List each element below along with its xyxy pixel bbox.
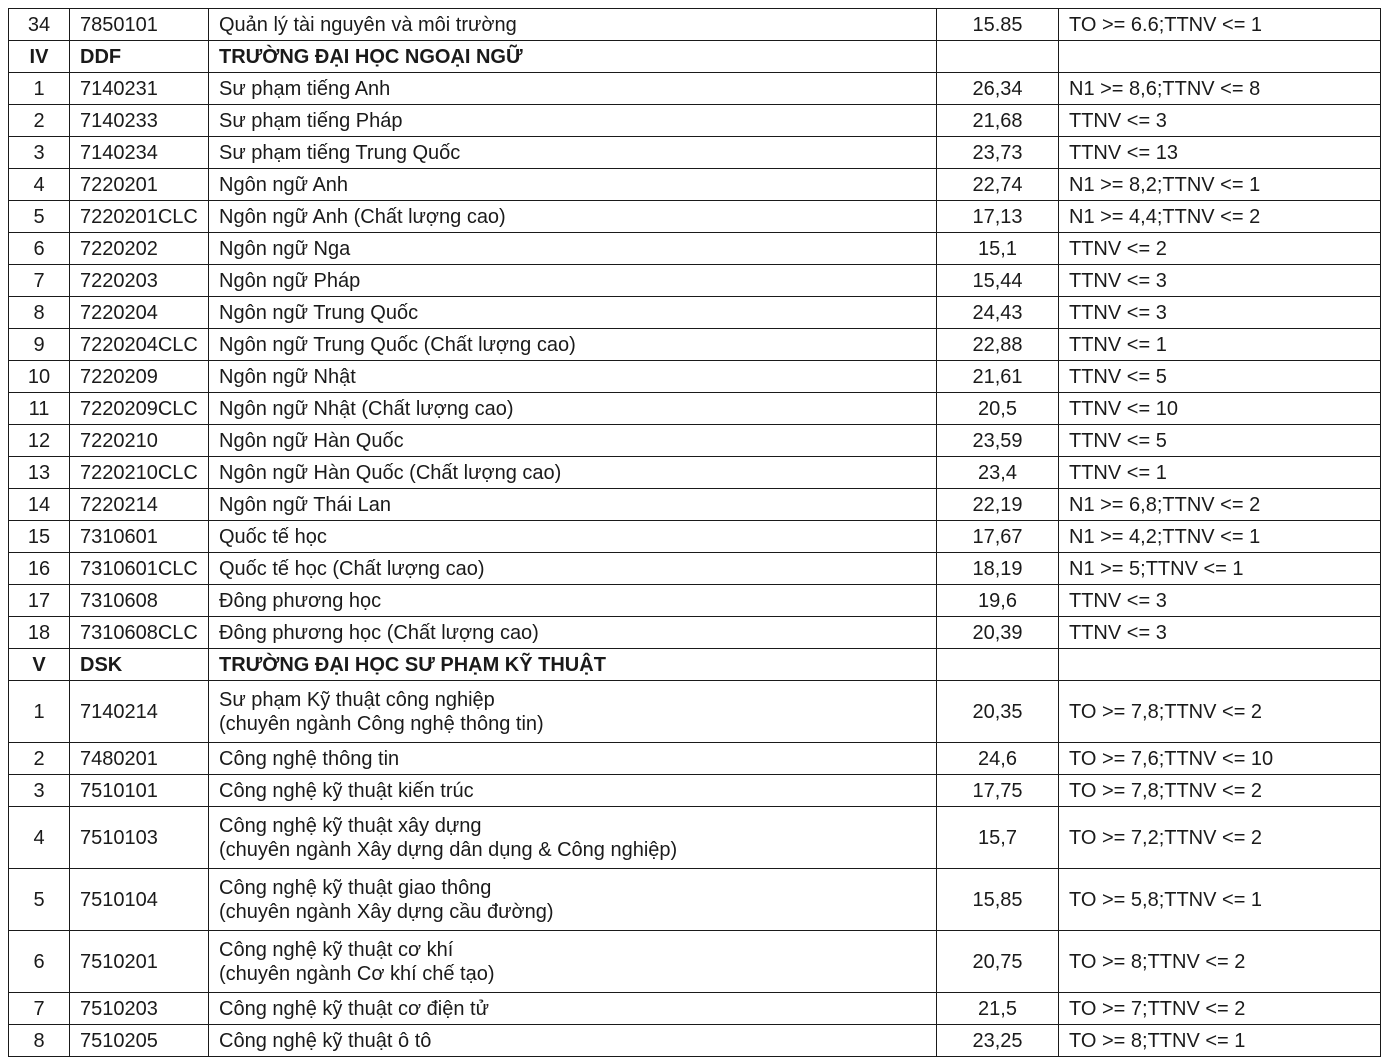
- program-name-line: Công nghệ kỹ thuật cơ điện tử: [219, 997, 489, 1020]
- program-code-cell: 7220204: [70, 297, 209, 329]
- cutoff-score-cell: 15,7: [937, 807, 1059, 869]
- table-row: [9, 553, 1381, 585]
- row-number-cell: 5: [9, 869, 70, 931]
- program-name-cell: [209, 393, 937, 425]
- program-name-line: (chuyên ngành Xây dựng dân dụng & Công nghiệp): [219, 838, 678, 861]
- admission-score-table: [8, 8, 1381, 1057]
- row-number-cell: 12: [9, 425, 70, 457]
- cutoff-score-cell: 20,35: [937, 681, 1059, 743]
- table-row: [9, 329, 1381, 361]
- tiebreak-condition-cell: TO >= 8;TTNV <= 1: [1059, 1025, 1381, 1057]
- program-name-cell: [209, 521, 937, 553]
- program-name-line: Sư phạm tiếng Pháp: [219, 109, 403, 132]
- program-code-cell: 7140233: [70, 105, 209, 137]
- tiebreak-condition-cell: [1059, 41, 1381, 73]
- tiebreak-condition-cell: TO >= 7;TTNV <= 2: [1059, 993, 1381, 1025]
- table-row: [9, 1025, 1381, 1057]
- cutoff-score-cell: 18,19: [937, 553, 1059, 585]
- row-number-cell: 1: [9, 73, 70, 105]
- tiebreak-condition-cell: TO >= 5,8;TTNV <= 1: [1059, 869, 1381, 931]
- cutoff-score-cell: 22,74: [937, 169, 1059, 201]
- row-number-cell: V: [9, 649, 70, 681]
- row-number-cell: 4: [9, 169, 70, 201]
- program-name-cell: [209, 869, 937, 931]
- row-number-cell: 5: [9, 201, 70, 233]
- cutoff-score-cell: 15,44: [937, 265, 1059, 297]
- row-number-cell: IV: [9, 41, 70, 73]
- program-name-cell: [209, 649, 937, 681]
- cutoff-score-cell: 24,43: [937, 297, 1059, 329]
- program-code-cell: 7220210CLC: [70, 457, 209, 489]
- table-row: [9, 233, 1381, 265]
- row-number-cell: 9: [9, 329, 70, 361]
- program-name-cell: [209, 329, 937, 361]
- cutoff-score-cell: 21,61: [937, 361, 1059, 393]
- cutoff-score-cell: 23,59: [937, 425, 1059, 457]
- program-name-line: Ngôn ngữ Nga: [219, 237, 351, 260]
- program-name-cell: [209, 1025, 937, 1057]
- row-number-cell: 2: [9, 743, 70, 775]
- row-number-cell: 13: [9, 457, 70, 489]
- program-name-line: TRƯỜNG ĐẠI HỌC SƯ PHẠM KỸ THUẬT: [219, 653, 606, 676]
- program-name-line: Công nghệ kỹ thuật ô tô: [219, 1029, 432, 1052]
- cutoff-score-cell: 15,85: [937, 869, 1059, 931]
- tiebreak-condition-cell: TO >= 7,6;TTNV <= 10: [1059, 743, 1381, 775]
- program-name-line: (chuyên ngành Công nghệ thông tin): [219, 712, 544, 735]
- row-number-cell: 7: [9, 265, 70, 297]
- table-row: [9, 169, 1381, 201]
- program-name-line: (chuyên ngành Cơ khí chế tạo): [219, 962, 495, 985]
- cutoff-score-cell: 20,5: [937, 393, 1059, 425]
- program-name-cell: [209, 201, 937, 233]
- program-name-line: Sư phạm tiếng Anh: [219, 77, 391, 100]
- table-row: [9, 425, 1381, 457]
- row-number-cell: 14: [9, 489, 70, 521]
- program-name-line: Quốc tế học (Chất lượng cao): [219, 557, 485, 580]
- program-name-cell: [209, 617, 937, 649]
- program-code-cell: 7310608: [70, 585, 209, 617]
- program-name-cell: [209, 361, 937, 393]
- row-number-cell: 34: [9, 9, 70, 41]
- program-code-cell: 7220209: [70, 361, 209, 393]
- tiebreak-condition-cell: N1 >= 4,4;TTNV <= 2: [1059, 201, 1381, 233]
- program-code-cell: 7220204CLC: [70, 329, 209, 361]
- program-code-cell: 7220209CLC: [70, 393, 209, 425]
- table-row: [9, 743, 1381, 775]
- program-name-cell: [209, 489, 937, 521]
- program-name-line: Đông phương học: [219, 589, 382, 612]
- tiebreak-condition-cell: TO >= 7,2;TTNV <= 2: [1059, 807, 1381, 869]
- program-name-line: Quản lý tài nguyên và môi trường: [219, 13, 517, 36]
- cutoff-score-cell: 15,1: [937, 233, 1059, 265]
- table-row: [9, 993, 1381, 1025]
- cutoff-score-cell: 20,75: [937, 931, 1059, 993]
- row-number-cell: 10: [9, 361, 70, 393]
- program-name-line: Ngôn ngữ Hàn Quốc (Chất lượng cao): [219, 461, 562, 484]
- program-name-cell: [209, 233, 937, 265]
- program-name-cell: [209, 931, 937, 993]
- program-code-cell: 7220203: [70, 265, 209, 297]
- program-name-cell: [209, 775, 937, 807]
- row-number-cell: 8: [9, 1025, 70, 1057]
- program-name-cell: [209, 137, 937, 169]
- program-name-line: Ngôn ngữ Anh: [219, 173, 349, 196]
- program-code-cell: 7480201: [70, 743, 209, 775]
- program-code-cell: 7140214: [70, 681, 209, 743]
- cutoff-score-cell: 17,13: [937, 201, 1059, 233]
- table-row: [9, 807, 1381, 869]
- row-number-cell: 15: [9, 521, 70, 553]
- cutoff-score-cell: 26,34: [937, 73, 1059, 105]
- row-number-cell: 2: [9, 105, 70, 137]
- table-row: [9, 521, 1381, 553]
- table-row: [9, 297, 1381, 329]
- program-name-cell: [209, 105, 937, 137]
- tiebreak-condition-cell: TTNV <= 3: [1059, 265, 1381, 297]
- program-name-cell: [209, 73, 937, 105]
- table-row: [9, 681, 1381, 743]
- cutoff-score-cell: 21,68: [937, 105, 1059, 137]
- program-name-cell: [209, 807, 937, 869]
- program-code-cell: 7510104: [70, 869, 209, 931]
- table-row: [9, 585, 1381, 617]
- program-code-cell: 7140234: [70, 137, 209, 169]
- program-name-line: Công nghệ kỹ thuật xây dựng: [219, 814, 482, 837]
- program-code-cell: 7510203: [70, 993, 209, 1025]
- program-code-cell: 7310601CLC: [70, 553, 209, 585]
- program-name-cell: [209, 265, 937, 297]
- row-number-cell: 6: [9, 233, 70, 265]
- table-row: [9, 9, 1381, 41]
- cutoff-score-cell: 23,73: [937, 137, 1059, 169]
- tiebreak-condition-cell: N1 >= 8,2;TTNV <= 1: [1059, 169, 1381, 201]
- program-name-line: Ngôn ngữ Nhật: [219, 365, 356, 388]
- program-code-cell: 7140231: [70, 73, 209, 105]
- table-row: [9, 393, 1381, 425]
- program-name-line: Ngôn ngữ Nhật (Chất lượng cao): [219, 397, 514, 420]
- program-name-line: Ngôn ngữ Anh (Chất lượng cao): [219, 205, 506, 228]
- table-row: [9, 775, 1381, 807]
- program-code-cell: DSK: [70, 649, 209, 681]
- tiebreak-condition-cell: TTNV <= 3: [1059, 105, 1381, 137]
- table-body: [9, 9, 1381, 1057]
- program-code-cell: 7220201CLC: [70, 201, 209, 233]
- program-code-cell: 7310608CLC: [70, 617, 209, 649]
- cutoff-score-cell: 19,6: [937, 585, 1059, 617]
- table-row: [9, 457, 1381, 489]
- program-code-cell: 7850101: [70, 9, 209, 41]
- program-name-line: TRƯỜNG ĐẠI HỌC NGOẠI NGỮ: [219, 45, 523, 68]
- cutoff-score-cell: 23,25: [937, 1025, 1059, 1057]
- table-row: [9, 201, 1381, 233]
- tiebreak-condition-cell: TTNV <= 3: [1059, 297, 1381, 329]
- tiebreak-condition-cell: TTNV <= 1: [1059, 457, 1381, 489]
- tiebreak-condition-cell: [1059, 649, 1381, 681]
- program-name-cell: [209, 743, 937, 775]
- program-name-line: Công nghệ kỹ thuật cơ khí: [219, 938, 454, 961]
- program-name-cell: [209, 9, 937, 41]
- program-name-line: Sư phạm tiếng Trung Quốc: [219, 141, 461, 164]
- cutoff-score-cell: 24,6: [937, 743, 1059, 775]
- program-name-cell: [209, 41, 937, 73]
- table-row: [9, 869, 1381, 931]
- row-number-cell: 3: [9, 775, 70, 807]
- tiebreak-condition-cell: N1 >= 4,2;TTNV <= 1: [1059, 521, 1381, 553]
- table-row: [9, 617, 1381, 649]
- tiebreak-condition-cell: TTNV <= 5: [1059, 425, 1381, 457]
- program-name-line: Công nghệ kỹ thuật giao thông: [219, 876, 492, 899]
- table-row: [9, 361, 1381, 393]
- table-row: [9, 489, 1381, 521]
- cutoff-score-cell: 22,19: [937, 489, 1059, 521]
- tiebreak-condition-cell: TTNV <= 5: [1059, 361, 1381, 393]
- program-name-cell: [209, 297, 937, 329]
- row-number-cell: 4: [9, 807, 70, 869]
- program-code-cell: 7220201: [70, 169, 209, 201]
- cutoff-score-cell: 21,5: [937, 993, 1059, 1025]
- program-name-cell: [209, 457, 937, 489]
- program-name-line: Sư phạm Kỹ thuật công nghiệp: [219, 688, 495, 711]
- tiebreak-condition-cell: TTNV <= 3: [1059, 617, 1381, 649]
- table-row: [9, 931, 1381, 993]
- program-name-cell: [209, 425, 937, 457]
- program-name-cell: [209, 553, 937, 585]
- section-header-row: [9, 41, 1381, 73]
- program-code-cell: 7310601: [70, 521, 209, 553]
- row-number-cell: 1: [9, 681, 70, 743]
- cutoff-score-cell: 20,39: [937, 617, 1059, 649]
- tiebreak-condition-cell: TTNV <= 2: [1059, 233, 1381, 265]
- tiebreak-condition-cell: TTNV <= 1: [1059, 329, 1381, 361]
- program-name-cell: [209, 681, 937, 743]
- tiebreak-condition-cell: TO >= 8;TTNV <= 2: [1059, 931, 1381, 993]
- cutoff-score-cell: 17,67: [937, 521, 1059, 553]
- tiebreak-condition-cell: N1 >= 8,6;TTNV <= 8: [1059, 73, 1381, 105]
- cutoff-score-cell: 15.85: [937, 9, 1059, 41]
- program-code-cell: 7510205: [70, 1025, 209, 1057]
- program-code-cell: 7510201: [70, 931, 209, 993]
- program-code-cell: 7220202: [70, 233, 209, 265]
- row-number-cell: 17: [9, 585, 70, 617]
- tiebreak-condition-cell: TO >= 7,8;TTNV <= 2: [1059, 775, 1381, 807]
- row-number-cell: 11: [9, 393, 70, 425]
- row-number-cell: 7: [9, 993, 70, 1025]
- cutoff-score-cell: [937, 649, 1059, 681]
- cutoff-score-cell: 23,4: [937, 457, 1059, 489]
- program-code-cell: 7510103: [70, 807, 209, 869]
- tiebreak-condition-cell: TTNV <= 13: [1059, 137, 1381, 169]
- row-number-cell: 8: [9, 297, 70, 329]
- tiebreak-condition-cell: TO >= 7,8;TTNV <= 2: [1059, 681, 1381, 743]
- program-name-cell: [209, 585, 937, 617]
- program-name-line: Ngôn ngữ Pháp: [219, 269, 361, 292]
- program-name-line: Quốc tế học: [219, 525, 327, 548]
- program-name-line: Ngôn ngữ Trung Quốc: [219, 301, 419, 324]
- program-name-cell: [209, 169, 937, 201]
- row-number-cell: 18: [9, 617, 70, 649]
- program-code-cell: 7220214: [70, 489, 209, 521]
- program-name-line: Đông phương học (Chất lượng cao): [219, 621, 539, 644]
- program-code-cell: 7220210: [70, 425, 209, 457]
- table-row: [9, 265, 1381, 297]
- tiebreak-condition-cell: TTNV <= 3: [1059, 585, 1381, 617]
- tiebreak-condition-cell: TTNV <= 10: [1059, 393, 1381, 425]
- table-row: [9, 105, 1381, 137]
- cutoff-score-cell: 17,75: [937, 775, 1059, 807]
- cutoff-score-cell: [937, 41, 1059, 73]
- program-name-line: (chuyên ngành Xây dựng cầu đường): [219, 900, 554, 923]
- tiebreak-condition-cell: TO >= 6.6;TTNV <= 1: [1059, 9, 1381, 41]
- cutoff-score-cell: 22,88: [937, 329, 1059, 361]
- program-name-line: Công nghệ kỹ thuật kiến trúc: [219, 779, 474, 802]
- program-code-cell: 7510101: [70, 775, 209, 807]
- program-name-line: Ngôn ngữ Hàn Quốc: [219, 429, 404, 452]
- table-row: [9, 137, 1381, 169]
- row-number-cell: 3: [9, 137, 70, 169]
- section-header-row: [9, 649, 1381, 681]
- program-name-line: Công nghệ thông tin: [219, 747, 400, 770]
- row-number-cell: 16: [9, 553, 70, 585]
- program-name-line: Ngôn ngữ Trung Quốc (Chất lượng cao): [219, 333, 576, 356]
- tiebreak-condition-cell: N1 >= 6,8;TTNV <= 2: [1059, 489, 1381, 521]
- row-number-cell: 6: [9, 931, 70, 993]
- program-name-line: Ngôn ngữ Thái Lan: [219, 493, 392, 516]
- program-code-cell: DDF: [70, 41, 209, 73]
- tiebreak-condition-cell: N1 >= 5;TTNV <= 1: [1059, 553, 1381, 585]
- table-row: [9, 73, 1381, 105]
- program-name-cell: [209, 993, 937, 1025]
